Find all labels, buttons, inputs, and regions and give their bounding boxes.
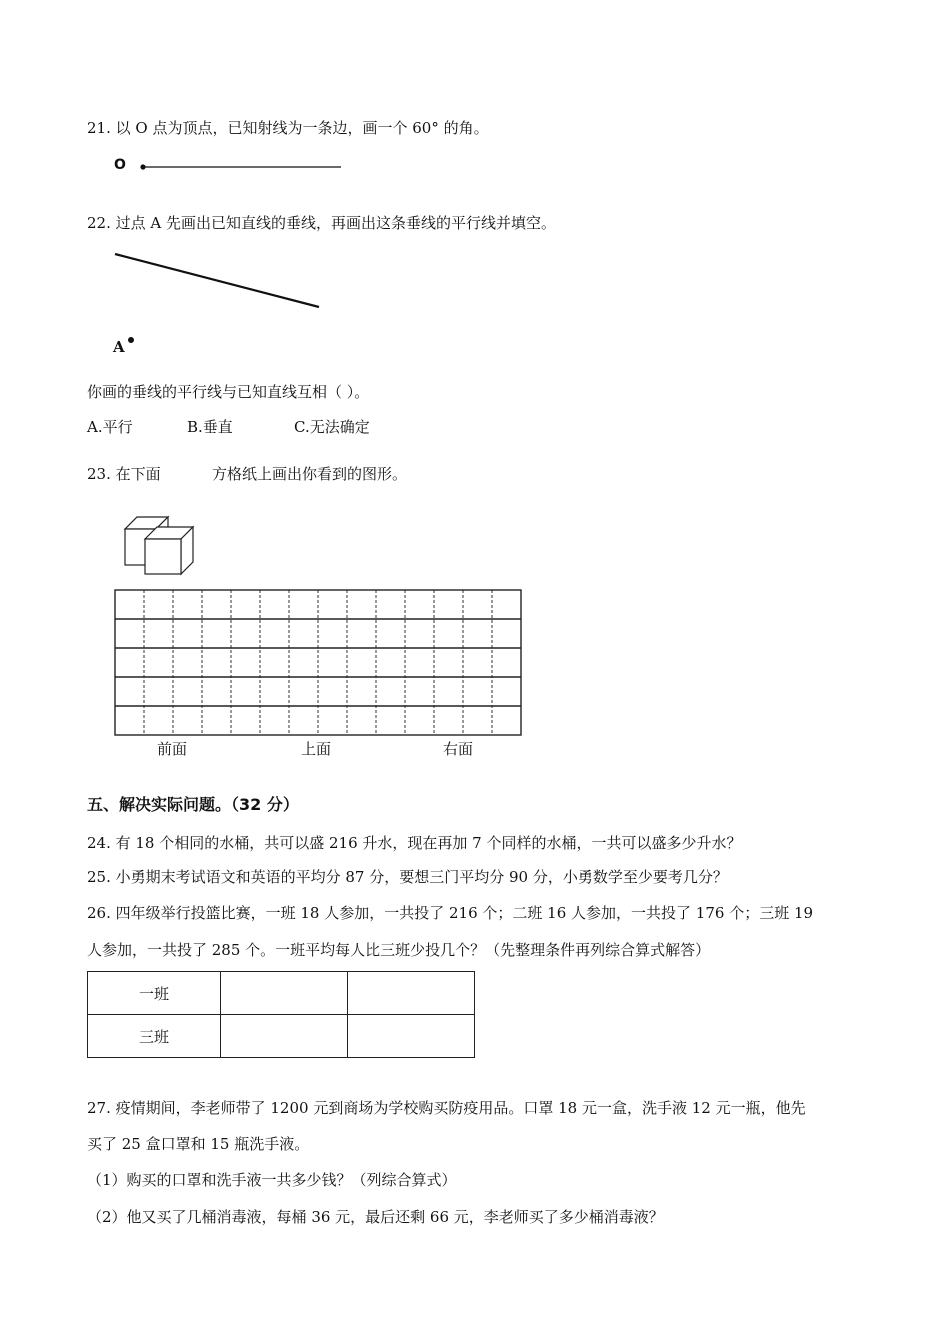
table-row-label: 三班 — [88, 1015, 221, 1058]
point-o-label: O — [114, 157, 126, 173]
table-row — [88, 1015, 475, 1058]
q22-fill-text: 你画的垂线的平行线与已知直线互相（ ）。 — [87, 383, 370, 401]
section-5-title: 五、解决实际问题。（32 分） — [87, 795, 299, 814]
q24-text: 24. 有 18 个相同的水桶，共可以盛 216 升水，现在再加 7 个同样的水桶，一共可以盛多少升水？ — [87, 834, 742, 852]
table-cell — [221, 1015, 348, 1058]
point-a-label: A — [113, 338, 125, 356]
grid-label-right: 右面 — [443, 740, 474, 758]
q22-option-b: B.垂直 — [187, 418, 233, 436]
q27-sub2: （2）他又买了几桶消毒液，每桶 36 元，最后还剩 66 元，李老师买了多少桶消毒液？ — [87, 1208, 664, 1226]
table-cell — [348, 1015, 475, 1058]
q26-table — [87, 971, 475, 1058]
q22-text: 22. 过点 A 先画出已知直线的垂线，再画出这条垂线的平行线并填空。 — [87, 214, 556, 232]
q22-option-a: A.平行 — [87, 418, 133, 436]
q26-line2: 人参加，一共投了 285 个。一班平均每人比三班少投几个？（先整理条件再列综合算式解答） — [87, 941, 711, 959]
q25-text: 25. 小勇期末考试语文和英语的平均分 87 分，要想三门平均分 90 分，小勇数学至少要考几分？ — [87, 868, 728, 886]
q23-text-b: 方格纸上画出你看到的图形。 — [212, 465, 408, 483]
table-row-label: 一班 — [88, 972, 221, 1015]
q27-line1: 27. 疫情期间，李老师带了 1200 元到商场为学校购买防疫用品。口罩 18 元一盒，洗手液 12 元一瓶，他先 — [87, 1099, 806, 1117]
grid-label-top: 上面 — [301, 740, 332, 758]
table-cell — [221, 972, 348, 1015]
q26-line1: 26. 四年级举行投篮比赛，一班 18 人参加，一共投了 216 个；二班 16 人参加，一共投了 176 个；三班 19 — [87, 904, 814, 922]
q27-line2: 买了 25 盒口罩和 15 瓶洗手液。 — [87, 1135, 310, 1153]
q21-text: 21. 以 O 点为顶点，已知射线为一条边，画一个 60° 的角。 — [87, 119, 489, 137]
q27-sub1: （1）购买的口罩和洗手液一共多少钱？（列综合算式） — [87, 1171, 457, 1189]
table-row — [88, 972, 475, 1015]
q23-text-a: 23. 在下面 — [87, 465, 161, 483]
q22-option-c: C.无法确定 — [294, 418, 370, 436]
grid-label-front: 前面 — [157, 740, 188, 758]
table-cell — [348, 972, 475, 1015]
